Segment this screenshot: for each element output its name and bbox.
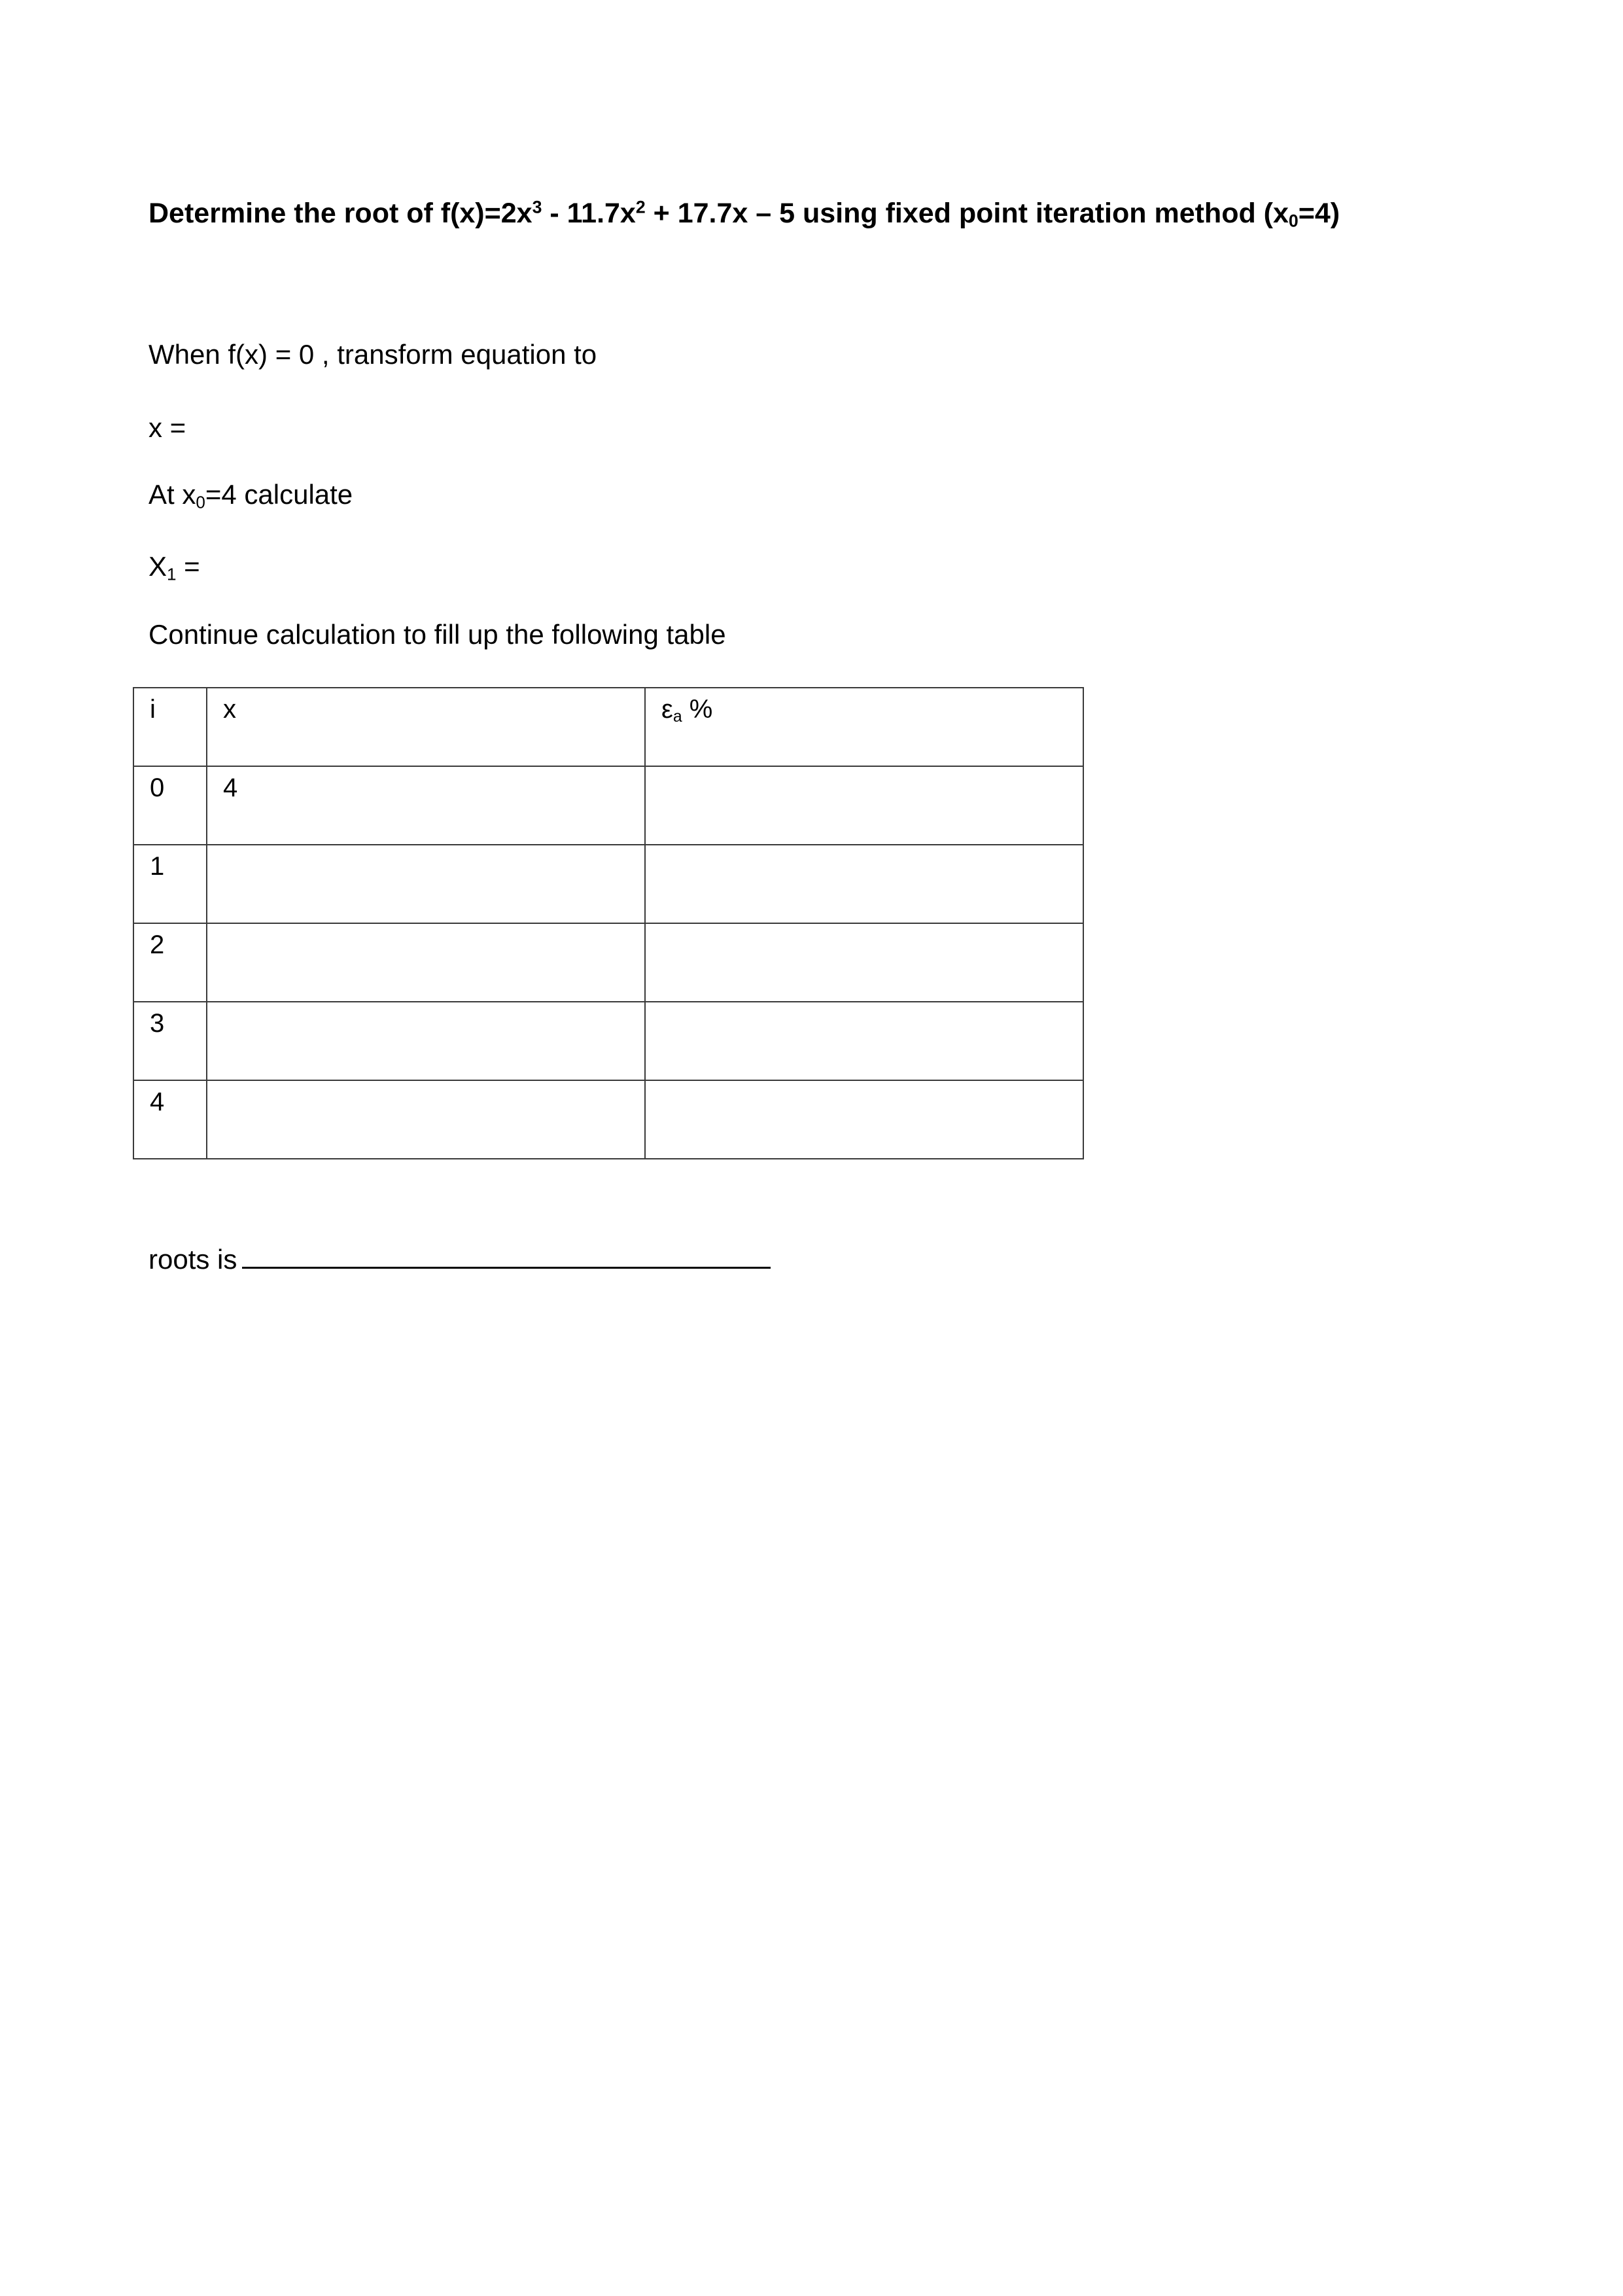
roots-label: roots is: [148, 1244, 237, 1275]
cell-error[interactable]: [645, 766, 1083, 845]
roots-answer: [148, 1241, 771, 1277]
cell-x[interactable]: [207, 845, 645, 923]
cell-error[interactable]: [645, 923, 1083, 1002]
table-row: [133, 766, 1083, 845]
cell-x[interactable]: [207, 1002, 645, 1080]
cell-error[interactable]: [645, 845, 1083, 923]
header-error: $\varepsilon_a$ %: [645, 688, 1083, 766]
header-x: x: [207, 688, 645, 766]
x1-equals-prompt: $X_1$ =: [148, 551, 200, 584]
iteration-table: [133, 687, 1084, 1159]
cell-i: 3: [133, 1002, 207, 1080]
transform-instruction: When f(x) = 0 , transform equation to: [148, 339, 597, 370]
continue-instruction: Continue calculation to fill up the following table: [148, 619, 726, 650]
problem-title: Determine the root of $f(x)=2x^3 - 11.7x^2 + 17.7x - 5$ using fixed point iteration method $(x_0=4)$: [148, 197, 1340, 231]
table-row: [133, 923, 1083, 1002]
cell-i: 2: [133, 923, 207, 1002]
x-equals-prompt: x =: [148, 412, 186, 443]
table-row: [133, 1080, 1083, 1159]
table-row: [133, 845, 1083, 923]
cell-i: 1: [133, 845, 207, 923]
cell-i: 4: [133, 1080, 207, 1159]
cell-i: 0: [133, 766, 207, 845]
cell-error[interactable]: [645, 1080, 1083, 1159]
cell-x[interactable]: [207, 923, 645, 1002]
roots-answer-blank[interactable]: [242, 1241, 771, 1269]
table-row: [133, 1002, 1083, 1080]
table-header-row: [133, 688, 1083, 766]
cell-x[interactable]: 4: [207, 766, 645, 845]
cell-x[interactable]: [207, 1080, 645, 1159]
calculate-instruction: At $x_0=4$ calculate: [148, 479, 353, 512]
header-i: i: [133, 688, 207, 766]
cell-error[interactable]: [645, 1002, 1083, 1080]
